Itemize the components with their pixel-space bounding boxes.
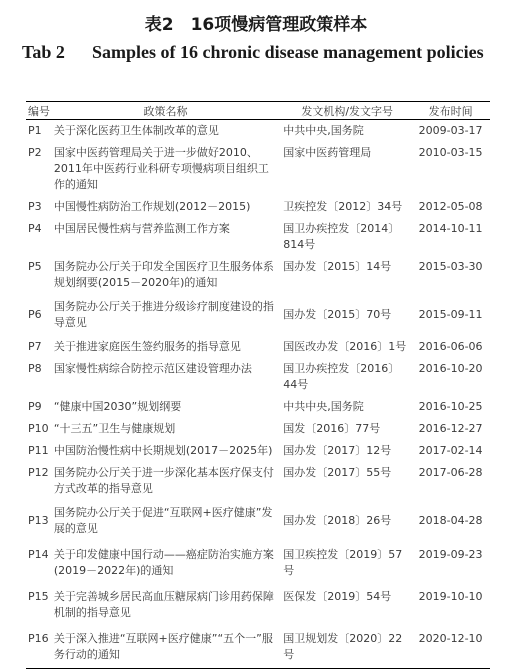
row-date: 2016-10-25: [418, 400, 483, 413]
row-number: P13: [28, 514, 49, 527]
row-policy-name: 中国防治慢性病中长期规划(2017－2025年): [53, 444, 273, 457]
policy-table: [26, 101, 490, 669]
row-date: 2017-06-28: [418, 466, 483, 479]
table-row: [26, 418, 490, 440]
table-row: [26, 218, 490, 256]
row-number: P4: [28, 222, 42, 235]
row-number: P9: [28, 400, 42, 413]
row-number: P5: [28, 260, 42, 273]
row-date: 2016-10-20: [418, 362, 483, 375]
row-date: 2015-09-11: [418, 308, 483, 321]
table-caption-english: Samples of 16 chronic disease management policies: [92, 42, 484, 62]
row-policy-name: “健康中国2030”规划纲要: [53, 400, 182, 413]
row-issuer: 国发〔2016〕77号: [283, 422, 381, 435]
row-number: P8: [28, 362, 42, 375]
row-issuer: 中共中央,国务院: [283, 400, 364, 413]
table-row: [26, 142, 490, 196]
row-date: 2018-04-28: [418, 514, 483, 527]
row-date: 2019-09-23: [418, 548, 483, 561]
table-row: [26, 462, 490, 500]
row-issuer: 中共中央,国务院: [283, 124, 364, 137]
row-date: 2016-06-06: [418, 340, 483, 353]
table-row: [26, 440, 490, 462]
row-number: P1: [28, 124, 42, 137]
row-policy-name: 中国慢性病防治工作规划(2012－2015): [53, 200, 251, 213]
table-label-english: Tab 2: [22, 42, 65, 62]
table-row: [26, 358, 490, 396]
row-number: P14: [28, 548, 49, 561]
row-date: 2020-12-10: [418, 632, 483, 645]
table-row: [26, 196, 490, 218]
table-row: [26, 626, 490, 669]
row-number: P10: [28, 422, 49, 435]
header-issuer: 发文机构/发文字号: [301, 104, 394, 118]
table-row: [26, 294, 490, 336]
row-date: 2015-03-30: [418, 260, 483, 273]
row-policy-name: 关于印发健康中国行动——癌症防治实施方案(2019－2022年)的通知: [53, 548, 274, 577]
row-number: P11: [28, 444, 49, 457]
row-number: P16: [28, 632, 49, 645]
row-policy-name: 关于深化医药卫生体制改革的意见: [53, 124, 219, 137]
row-issuer: 国医改办发〔2016〕1号: [283, 340, 407, 353]
row-date: 2012-05-08: [418, 200, 483, 213]
row-number: P3: [28, 200, 42, 213]
row-number: P15: [28, 590, 49, 603]
row-policy-name: 国务院办公厅关于促进“互联网+医疗健康”发展的意见: [53, 506, 273, 535]
row-policy-name: 国家慢性病综合防控示范区建设管理办法: [53, 362, 252, 375]
row-number: P12: [28, 466, 49, 479]
header-date: 发布时间: [428, 104, 473, 118]
row-date: 2010-03-15: [418, 146, 483, 159]
row-policy-name: 中国居民慢性病与营养监测工作方案: [53, 222, 230, 235]
row-issuer: 国办发〔2018〕26号: [283, 514, 392, 527]
header-policy-name: 政策名称: [143, 104, 188, 118]
table-title-english: [22, 38, 492, 66]
row-issuer: 医保发〔2019〕54号: [283, 590, 392, 603]
table-header-row: [26, 102, 490, 120]
row-issuer: 国办发〔2015〕70号: [283, 308, 392, 321]
row-issuer: 国卫疾控发〔2019〕57号: [283, 548, 403, 577]
table-row: [26, 584, 490, 626]
row-issuer: 国办发〔2015〕14号: [283, 260, 392, 273]
table-row: [26, 396, 490, 418]
table-row: [26, 120, 490, 143]
table-row: [26, 336, 490, 358]
row-policy-name: 国务院办公厅关于进一步深化基本医疗保支付方式改革的指导意见: [53, 466, 274, 495]
table-row: [26, 542, 490, 584]
row-number: P2: [28, 146, 42, 159]
header-number: 编号: [28, 104, 50, 118]
row-issuer: 国家中医药管理局: [283, 146, 372, 159]
table-row: [26, 256, 490, 294]
row-date: 2017-02-14: [418, 444, 483, 457]
row-policy-name: 关于推进家庭医生签约服务的指导意见: [53, 340, 241, 353]
row-number: P7: [28, 340, 42, 353]
table-row: [26, 500, 490, 542]
row-date: 2009-03-17: [418, 124, 483, 137]
row-issuer: 国卫办疾控发〔2016〕44号: [283, 362, 400, 391]
row-issuer: 国办发〔2017〕12号: [283, 444, 392, 457]
row-issuer: 卫疾控发〔2012〕34号: [283, 200, 403, 213]
row-policy-name: “十三五”卫生与健康规划: [53, 422, 176, 435]
row-policy-name: 国家中医药管理局关于进一步做好2010、2011年中医药行业科研专项慢病项目组织工作的通知: [53, 146, 269, 191]
row-number: P6: [28, 308, 42, 321]
row-date: 2016-12-27: [418, 422, 483, 435]
row-issuer: 国卫办疾控发〔2014〕814号: [283, 222, 400, 251]
table-title-chinese: 表2 16项慢病管理政策样本: [144, 15, 368, 35]
row-issuer: 国办发〔2017〕55号: [283, 466, 392, 479]
row-policy-name: 国务院办公厅关于印发全国医疗卫生服务体系规划纲要(2015－2020年)的通知: [53, 260, 274, 289]
row-policy-name: 关于完善城乡居民高血压糖尿病门诊用药保障机制的指导意见: [53, 590, 274, 619]
row-policy-name: 国务院办公厅关于推进分级诊疗制度建设的指导意见: [53, 300, 274, 329]
row-issuer: 国卫规划发〔2020〕22号: [283, 632, 403, 661]
row-date: 2014-10-11: [418, 222, 483, 235]
row-policy-name: 关于深入推进“互联网+医疗健康”“五个一”服务行动的通知: [53, 632, 273, 661]
row-date: 2019-10-10: [418, 590, 483, 603]
